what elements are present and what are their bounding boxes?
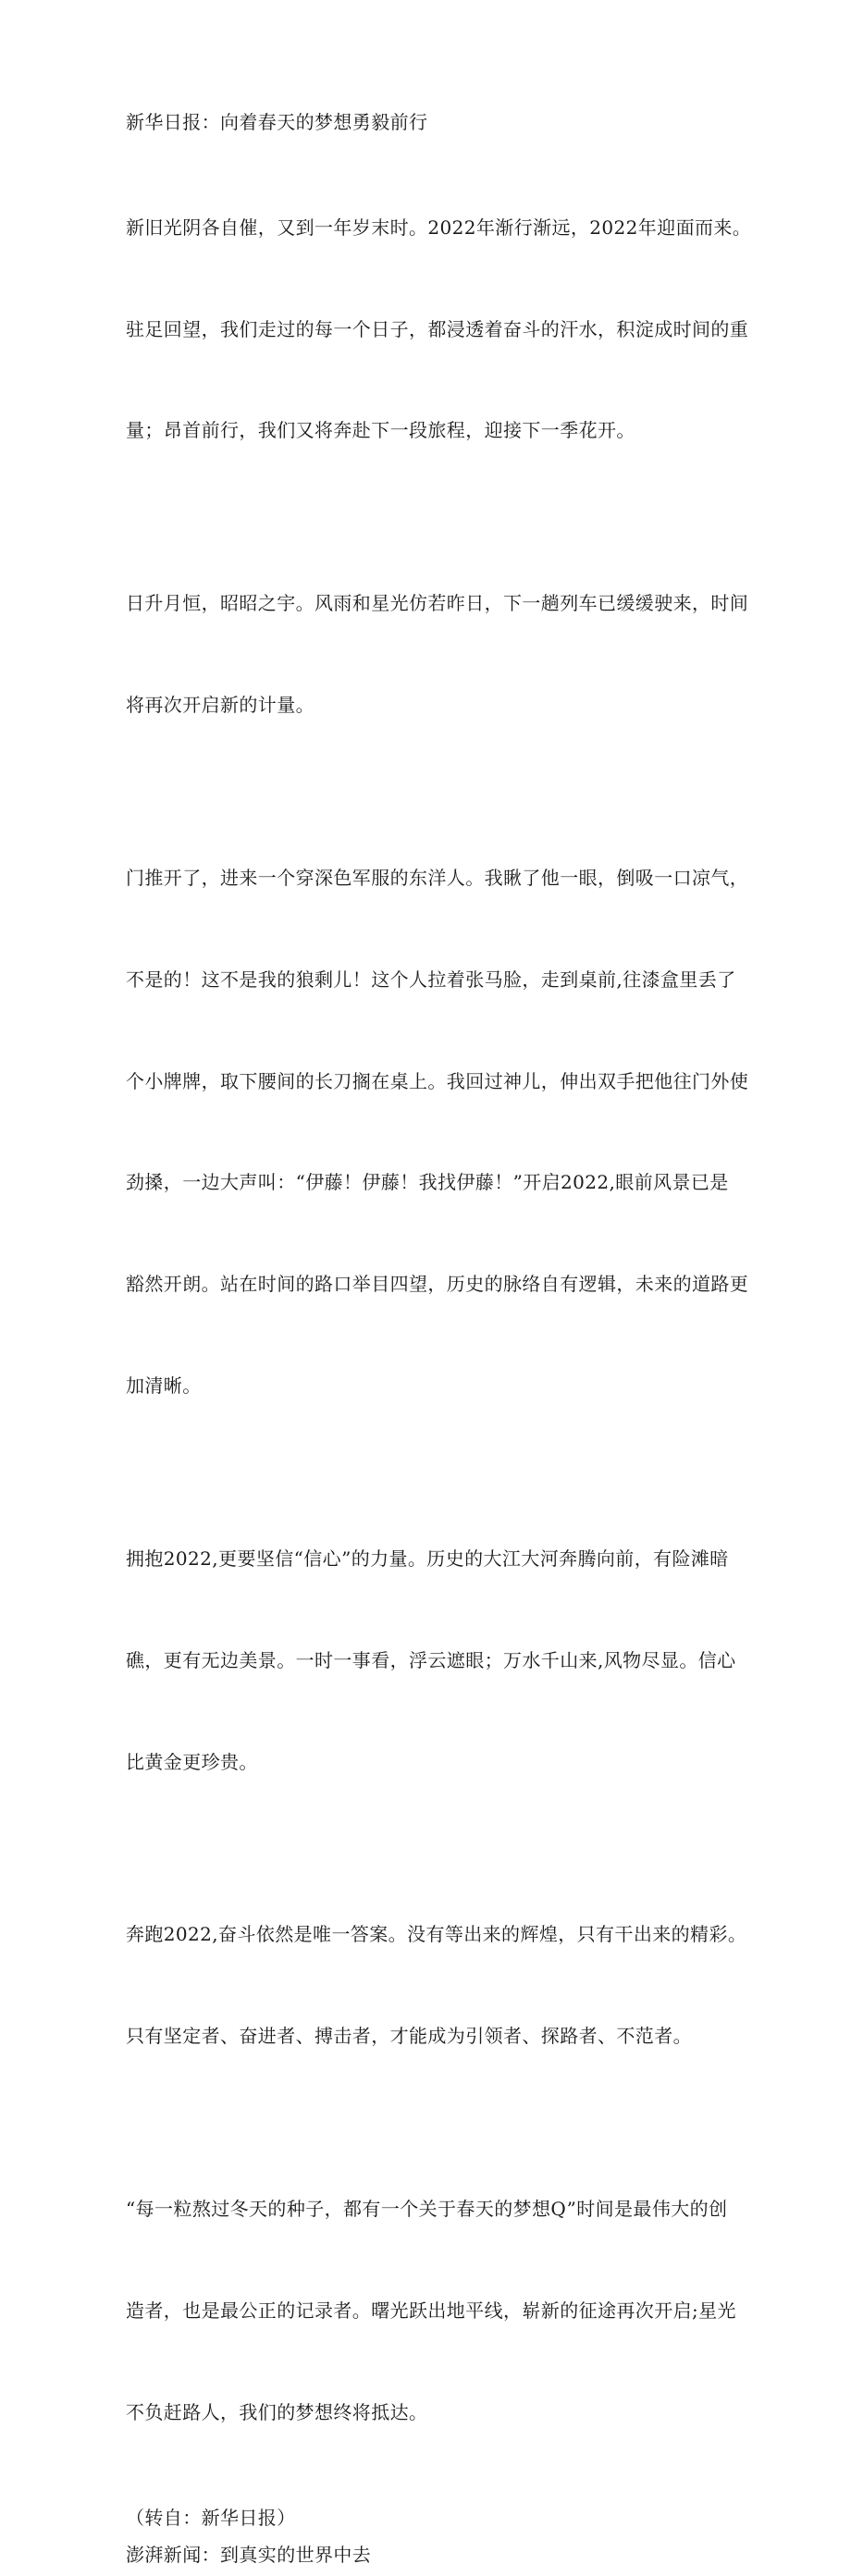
paragraph-line: 劲搡，一边大声叫：“伊藤！伊藤！我找伊藤！”开启2022,眼前风景已是 (126, 1171, 729, 1194)
paragraph-line: 豁然开朗。站在时间的路口举目四望，历史的脉络自有逻辑，未来的道路更 (126, 1273, 749, 1296)
paragraph-6 (126, 2125, 736, 2497)
paragraph-line: 不负赶路人，我们的梦想终将抵达。 (126, 2400, 428, 2423)
paragraph-line: 奔跑2022,奋斗依然是唯一答案。没有等出来的辉煌，只有干出来的精彩。 (126, 1923, 747, 1946)
paragraph-line: 不是的！这不是我的狼剩儿！这个人拉着张马脸，走到桌前,往漆盒里丢了 (126, 968, 736, 991)
article-body (126, 105, 752, 2576)
paragraph-line: 量；昂首前行，我们又将奔赴下一段旅程，迎接下一季花开。 (126, 419, 635, 442)
paragraph-4 (126, 1474, 736, 1847)
paragraph-line: 日升月恒，昭昭之宇。风雨和星光仿若昨日，下一趟列车已缓缓驶来，时间 (126, 592, 749, 615)
paragraph-line: 拥抱2022,更要坚信“信心”的力量。历史的大江大河奔腾向前，有险滩暗 (126, 1547, 729, 1570)
paragraph-line: 个小牌牌，取下腰间的长刀搁在桌上。我回过神儿，伸出双手把他往门外使 (126, 1069, 749, 1092)
paragraph-5 (126, 1850, 747, 2121)
paragraph-line: 将再次开启新的计量。 (126, 694, 314, 717)
article-title-2: 澎湃新闻：到真实的世界中去 (126, 2544, 372, 2567)
paragraph-line: 驻足回望，我们走过的每一个日子，都浸透着奋斗的汗水，积淀成时间的重 (126, 317, 749, 340)
paragraph-line: 造者，也是最公正的记录者。曙光跃出地平线，崭新的征途再次开启;星光 (126, 2299, 736, 2322)
paragraph-2 (126, 519, 749, 790)
paragraph-line: 礁，更有无边美景。一时一事看，浮云遮眼；万水千山来,风物尽显。信心 (126, 1648, 736, 1671)
paragraph-line: 新旧光阴各自催，又到一年岁末时。2022年渐行渐远，2022年迎面而来。 (126, 216, 752, 239)
paragraph-line: 只有坚定者、奋进者、搏击者，才能成为引领者、探路者、不范者。 (126, 2025, 692, 2048)
paragraph-3 (126, 794, 749, 1471)
paragraph-1 (126, 143, 752, 516)
article-title: 新华日报：向着春天的梦想勇毅前行 (126, 111, 428, 133)
paragraph-line: “每一粒熬过冬天的种子，都有一个关于春天的梦想Q”时间是最伟大的创 (126, 2198, 728, 2221)
source-note: （转自：新华日报） (126, 2506, 296, 2529)
paragraph-line: 加清晰。 (126, 1374, 202, 1397)
paragraph-line: 比黄金更珍贵。 (126, 1750, 258, 1773)
paragraph-line: 门推开了，进来一个穿深色军服的东洋人。我瞅了他一眼，倒吸一口凉气， (126, 867, 749, 890)
